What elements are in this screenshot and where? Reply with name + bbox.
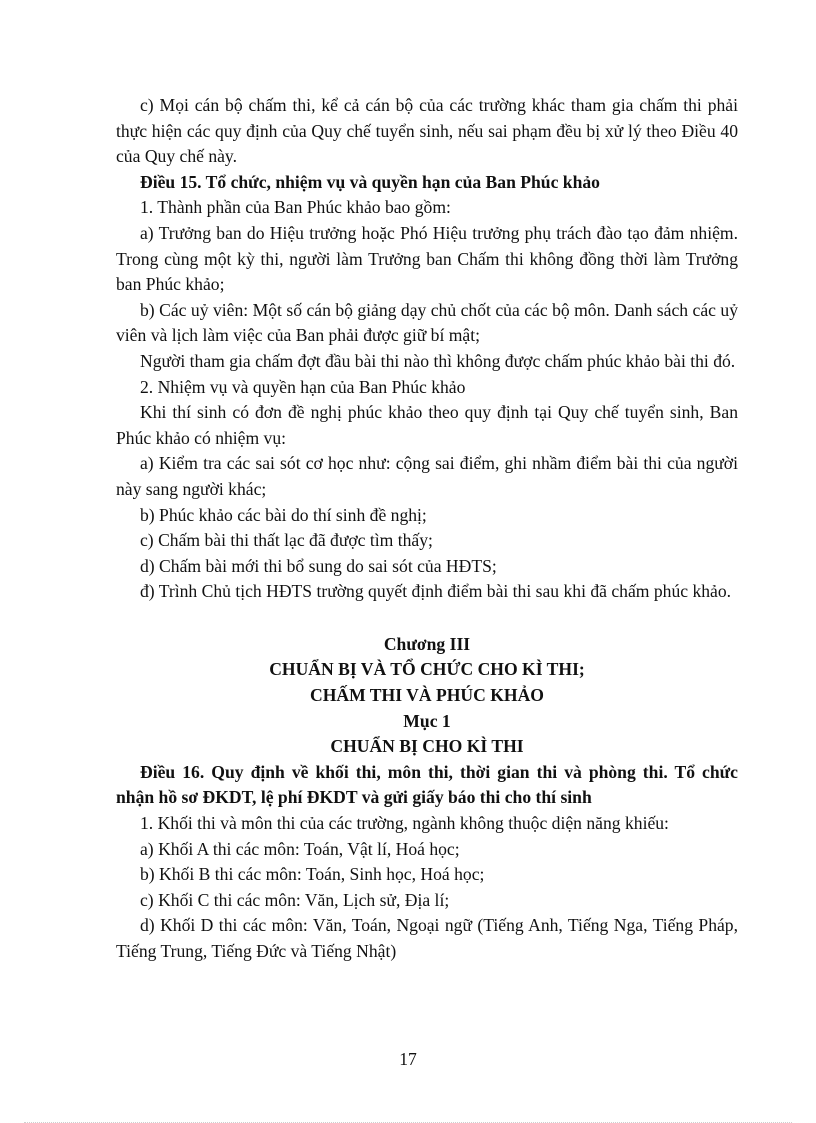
article-15-heading: Điều 15. Tổ chức, nhiệm vụ và quyền hạn của Ban Phúc khảo xyxy=(140,171,600,192)
section-title: CHUẨN BỊ CHO KÌ THI xyxy=(330,736,524,757)
paragraph: d) Khối D thi các môn: Văn, Toán, Ngoại ngữ (Tiếng Anh, Tiếng Nga, Tiếng Pháp, Tiếng Trung, Tiếng Đức và Tiếng Nhật) xyxy=(116,915,738,961)
chapter-title-line-2: CHẤM THI VÀ PHÚC KHẢO xyxy=(310,685,544,706)
paragraph: c) Chấm bài thi thất lạc đã được tìm thấy; xyxy=(140,530,433,551)
paragraph: 1. Khối thi và môn thi của các trường, ngành không thuộc diện năng khiếu: xyxy=(140,813,669,834)
chapter-label: Chương III xyxy=(383,633,471,654)
spacer xyxy=(116,605,738,632)
paragraph: c) Mọi cán bộ chấm thi, kể cả cán bộ của các trường khác tham gia chấm thi phải thực hiện các quy định của Quy chế tuyển sinh, nếu sai phạm đều bị xử lý theo Điều 40 của Quy chế này. xyxy=(116,95,738,167)
paragraph: b) Phúc khảo các bài do thí sinh đề nghị; xyxy=(140,504,427,525)
paragraph: đ) Trình Chủ tịch HĐTS trường quyết định điểm bài thi sau khi đã chấm phúc khảo. xyxy=(140,581,732,602)
page-number: 17 xyxy=(399,1049,417,1069)
paragraph: Người tham gia chấm đợt đầu bài thi nào thì không được chấm phúc khảo bài thi đó. xyxy=(140,350,736,371)
section-label: Mục 1 xyxy=(403,710,451,731)
paragraph: d) Chấm bài mới thi bổ sung do sai sót của HĐTS; xyxy=(140,555,497,576)
paragraph: c) Khối C thi các môn: Văn, Lịch sử, Địa lí; xyxy=(140,889,450,910)
paragraph: a) Kiểm tra các sai sót cơ học như: cộng sai điểm, ghi nhầm điểm bài thi của người này sang người khác; xyxy=(116,453,738,499)
paragraph: a) Trưởng ban do Hiệu trưởng hoặc Phó Hiệu trưởng phụ trách đào tạo đảm nhiệm. Trong cùng một kỳ thi, người làm Trưởng ban Chấm thi không đồng thời làm Trưởng ban Phúc khảo; xyxy=(116,222,738,295)
paragraph: b) Các uỷ viên: Một số cán bộ giảng dạy chủ chốt của các bộ môn. Danh sách các uỷ viên và lịch làm việc của Ban phải được giữ bí mật; xyxy=(116,299,738,346)
article-16-heading: Điều 16. Quy định về khối thi, môn thi, thời gian thi và phòng thi. Tổ chức nhận hồ sơ ĐKDT, lệ phí ĐKDT và gửi giấy báo thi cho thí sinh xyxy=(116,761,738,808)
chapter-title-line-1: CHUẨN BỊ VÀ TỔ CHỨC CHO KÌ THI; xyxy=(269,659,585,680)
paragraph: a) Khối A thi các môn: Toán, Vật lí, Hoá học; xyxy=(140,838,460,859)
page-content xyxy=(116,93,738,965)
paragraph: b) Khối B thi các môn: Toán, Sinh học, Hoá học; xyxy=(140,864,485,885)
paragraph: 2. Nhiệm vụ và quyền hạn của Ban Phúc khảo xyxy=(140,376,466,397)
paragraph: Khi thí sinh có đơn đề nghị phúc khảo theo quy định tại Quy chế tuyển sinh, Ban Phúc khảo có nhiệm vụ: xyxy=(116,402,738,448)
paragraph: 1. Thành phần của Ban Phúc khảo bao gồm: xyxy=(140,197,451,218)
